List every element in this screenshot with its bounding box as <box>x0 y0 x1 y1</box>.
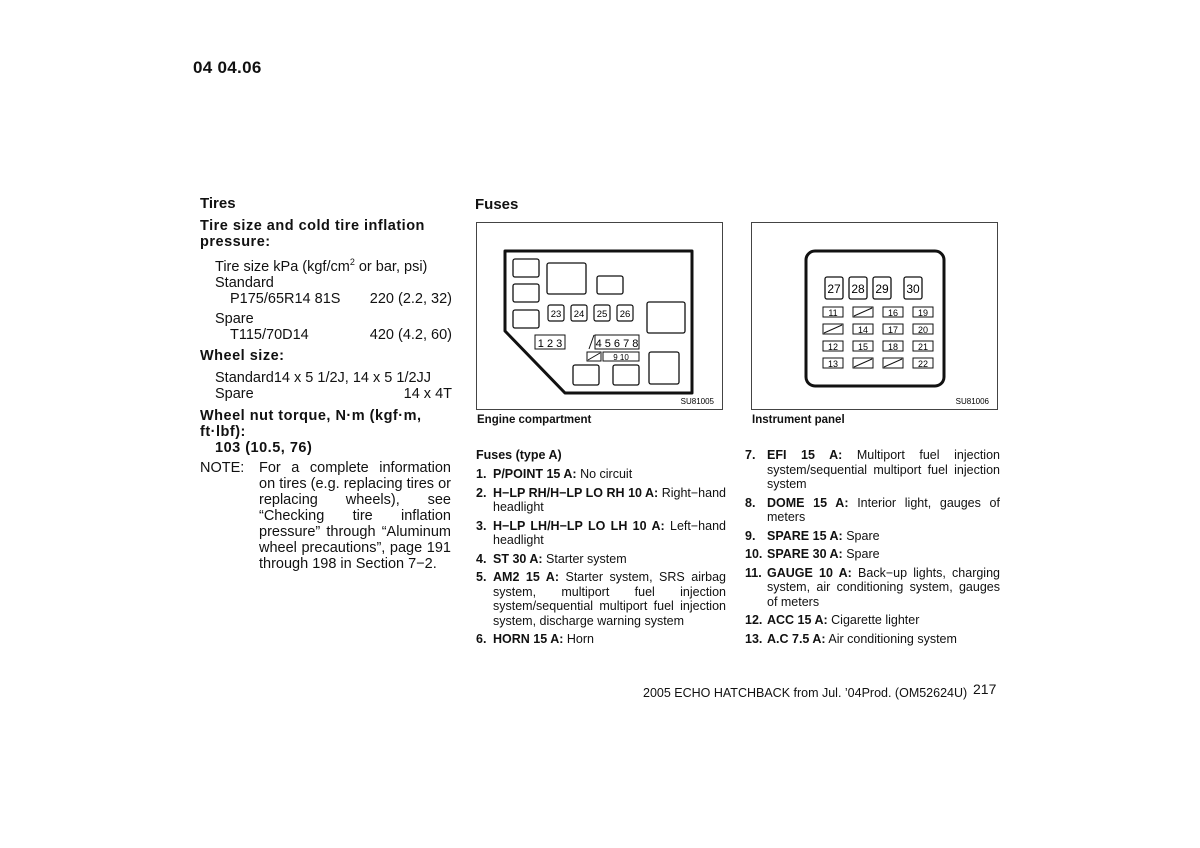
wheel-standard-value: 14 x 5 1/2J, 14 x 5 1/2JJ <box>273 369 432 386</box>
tires-section <box>200 196 452 572</box>
engine-fuse-box-drawing <box>477 223 722 409</box>
fuses-title: Fuses <box>475 196 519 213</box>
fuse-item-text <box>767 496 1000 525</box>
note-text: For a complete information on tires (e.g. replacing tires or replacing wheels), see “Checking tire inflation pressure” through “Aluminum wheel precautions”, page 191 through 198 in Section 7−2. <box>259 459 451 572</box>
fuse-item-key: H−LP RH/H−LP LO RH 10 A: <box>493 485 659 500</box>
fuse-item-key: A.C 7.5 A: <box>767 631 826 646</box>
wheel-spare-row <box>200 386 452 402</box>
fuse-label-20: 20 <box>917 325 929 335</box>
fuse-label-28: 28 <box>851 282 865 296</box>
fuse-label-19: 19 <box>917 308 929 318</box>
tires-title: Tires <box>200 195 236 212</box>
fuse-item-text <box>493 519 726 548</box>
fuse-item-key: EFI 15 A: <box>767 448 843 462</box>
fuse-item-number: 10. <box>745 547 763 561</box>
fuse-item-text <box>493 467 632 482</box>
fuse-item-number: 7. <box>745 448 756 462</box>
tire-size-intro-text-b: or bar, psi) <box>354 258 428 275</box>
fuse-type-heading: Fuses (type A) <box>476 448 562 462</box>
fuse-item-key: SPARE 30 A: <box>767 547 843 561</box>
fuse-item-desc: Left−hand headlight <box>493 518 726 547</box>
fuse-label-27: 27 <box>827 282 841 296</box>
fuse-item-text <box>767 547 880 562</box>
fuse-item-key: SPARE 15 A: <box>767 528 843 543</box>
fuse-item-text <box>767 448 1000 492</box>
engine-caption: Engine compartment <box>477 414 592 426</box>
fuse-strip-right: 4 5 6 7 8 <box>595 338 639 350</box>
fuse-item-number: 9. <box>745 528 756 543</box>
fuse-label-21: 21 <box>917 342 929 352</box>
fuse-item-number: 1. <box>476 467 487 481</box>
fuse-item-text <box>767 632 957 647</box>
fuse-item-desc: Spare <box>846 547 880 561</box>
fuse-item-number: 11. <box>745 565 762 580</box>
fuse-label-29: 29 <box>875 282 889 296</box>
page-number: 217 <box>973 681 997 697</box>
fuse-item <box>476 570 726 628</box>
fuse-item-text <box>767 529 880 544</box>
fuse-item-number: 13. <box>745 631 763 646</box>
fuse-item-text <box>767 613 919 628</box>
tire-size-intro-sup: 2 <box>349 257 355 267</box>
fuse-label-14: 14 <box>857 325 869 335</box>
fuse-label-12: 12 <box>827 342 839 352</box>
note-block <box>200 460 452 572</box>
fuse-label-22: 22 <box>917 359 929 369</box>
standard-tire-row <box>200 291 452 307</box>
fuse-item-desc: Multiport fuel injection system/sequential multiport fuel injection system <box>767 448 1000 491</box>
wheel-size-heading: Wheel size: <box>200 347 285 364</box>
fuse-item <box>745 613 1000 628</box>
fuse-item-key: P/POINT 15 A: <box>493 467 577 481</box>
fuse-item-text <box>493 486 726 515</box>
fuse-item-text <box>493 570 726 628</box>
fuse-item-desc: No circuit <box>580 467 633 481</box>
spare-tire-pressure: 420 (4.2, 60) <box>369 326 452 343</box>
fuse-item-desc: Air conditioning system <box>828 631 957 646</box>
fuse-item-number: 5. <box>476 570 487 584</box>
torque-value: 103 (10.5, 76) <box>215 439 313 456</box>
fuse-item-key: ACC 15 A: <box>767 613 828 627</box>
panel-fig-code: SU81006 <box>955 397 989 406</box>
fuse-label-13: 13 <box>827 359 839 369</box>
fuse-item-desc: Starter system <box>546 551 627 566</box>
panel-caption: Instrument panel <box>752 414 845 426</box>
fuse-item-number: 12. <box>745 613 763 627</box>
tire-size-heading: Tire size and cold tire inflation pressure: <box>200 218 425 250</box>
fuse-item-key: ST 30 A: <box>493 551 543 566</box>
note-label: NOTE: <box>200 459 245 476</box>
wheel-standard-label: Standard <box>215 369 274 386</box>
standard-tire-size: P175/65R14 81S <box>230 290 341 307</box>
panel-fuse-diagram <box>751 222 998 410</box>
engine-fuse-diagram <box>476 222 723 410</box>
page-header-code: 04 04.06 <box>193 58 262 77</box>
wheel-standard-row <box>200 370 452 386</box>
panel-fuse-box-drawing <box>752 223 997 409</box>
engine-fig-code: SU81005 <box>680 397 714 406</box>
standard-label: Standard <box>215 274 274 291</box>
fuse-item <box>745 566 1000 610</box>
spare-tire-size: T115/70D14 <box>230 326 309 343</box>
fuse-item <box>745 448 1000 492</box>
fuse-label-26: 26 <box>619 309 631 320</box>
fuse-item-desc: Interior light, gauges of meters <box>767 495 1000 524</box>
spare-tire-row <box>200 327 452 343</box>
fuse-item-key: H−LP LH/H−LP LO LH 10 A: <box>493 518 665 533</box>
fuse-item-text <box>493 552 627 567</box>
fuse-item-text <box>767 566 1000 610</box>
fuse-label-30: 30 <box>906 282 920 296</box>
fuse-item <box>476 552 726 567</box>
fuse-item-desc: Starter system, SRS airbag system, multiport fuel injection system/sequential multiport fuel injection system, discharge warning system <box>493 570 726 628</box>
fuse-item-text <box>493 632 594 647</box>
fuse-label-15: 15 <box>857 342 869 352</box>
spare-label: Spare <box>215 310 254 327</box>
fuse-item-number: 8. <box>745 495 756 510</box>
tire-size-intro <box>200 254 452 275</box>
fuse-label-16: 16 <box>887 308 899 318</box>
fuse-item-key: DOME 15 A: <box>767 495 849 510</box>
fuse-item-desc: Cigarette lighter <box>831 613 920 627</box>
fuse-item-desc: Back−up lights, charging system, air conditioning system, gauges of meters <box>767 565 1000 609</box>
fuse-item-key: HORN 15 A: <box>493 632 564 646</box>
fuse-item-number: 4. <box>476 551 487 566</box>
fuse-item <box>476 467 726 482</box>
fuse-label-25: 25 <box>596 309 608 320</box>
standard-tire-pressure: 220 (2.2, 32) <box>369 290 452 307</box>
tire-size-intro-text: Tire size kPa (kgf/cm <box>215 258 350 275</box>
fuse-item-key: GAUGE 10 A: <box>767 565 852 580</box>
fuse-item <box>476 519 726 548</box>
fuse-list-right <box>745 448 1000 650</box>
fuse-item <box>745 547 1000 562</box>
fuse-label-17: 17 <box>887 325 899 335</box>
fuse-item-number: 2. <box>476 485 487 500</box>
fuse-item <box>745 632 1000 647</box>
fuse-item-key: AM2 15 A: <box>493 570 559 584</box>
fuse-item-desc: Right−hand headlight <box>493 485 726 514</box>
fuse-strip-lower: 9 10 <box>613 353 629 362</box>
footer-text: 2005 ECHO HATCHBACK from Jul. ’04Prod. (OM52624U) <box>643 686 968 700</box>
torque-heading: Wheel nut torque, N·m (kgf·m, ft·lbf): <box>200 407 422 440</box>
fuse-item <box>745 496 1000 525</box>
wheel-spare-value: 14 x 4T <box>403 385 452 402</box>
fuse-strip-left: 1 2 3 <box>537 338 563 350</box>
fuse-item-number: 6. <box>476 632 487 646</box>
fuse-item-desc: Horn <box>566 632 594 646</box>
fuse-item-number: 3. <box>476 518 487 533</box>
fuse-list-left <box>476 467 726 651</box>
fuse-item <box>476 632 726 647</box>
fuse-item <box>745 529 1000 544</box>
fuse-label-11: 11 <box>828 308 838 318</box>
fuse-label-18: 18 <box>887 342 899 352</box>
fuse-item-desc: Spare <box>846 528 880 543</box>
wheel-spare-label: Spare <box>215 385 254 402</box>
fuse-item <box>476 486 726 515</box>
fuse-label-23: 23 <box>550 309 562 320</box>
fuse-label-24: 24 <box>573 309 585 320</box>
